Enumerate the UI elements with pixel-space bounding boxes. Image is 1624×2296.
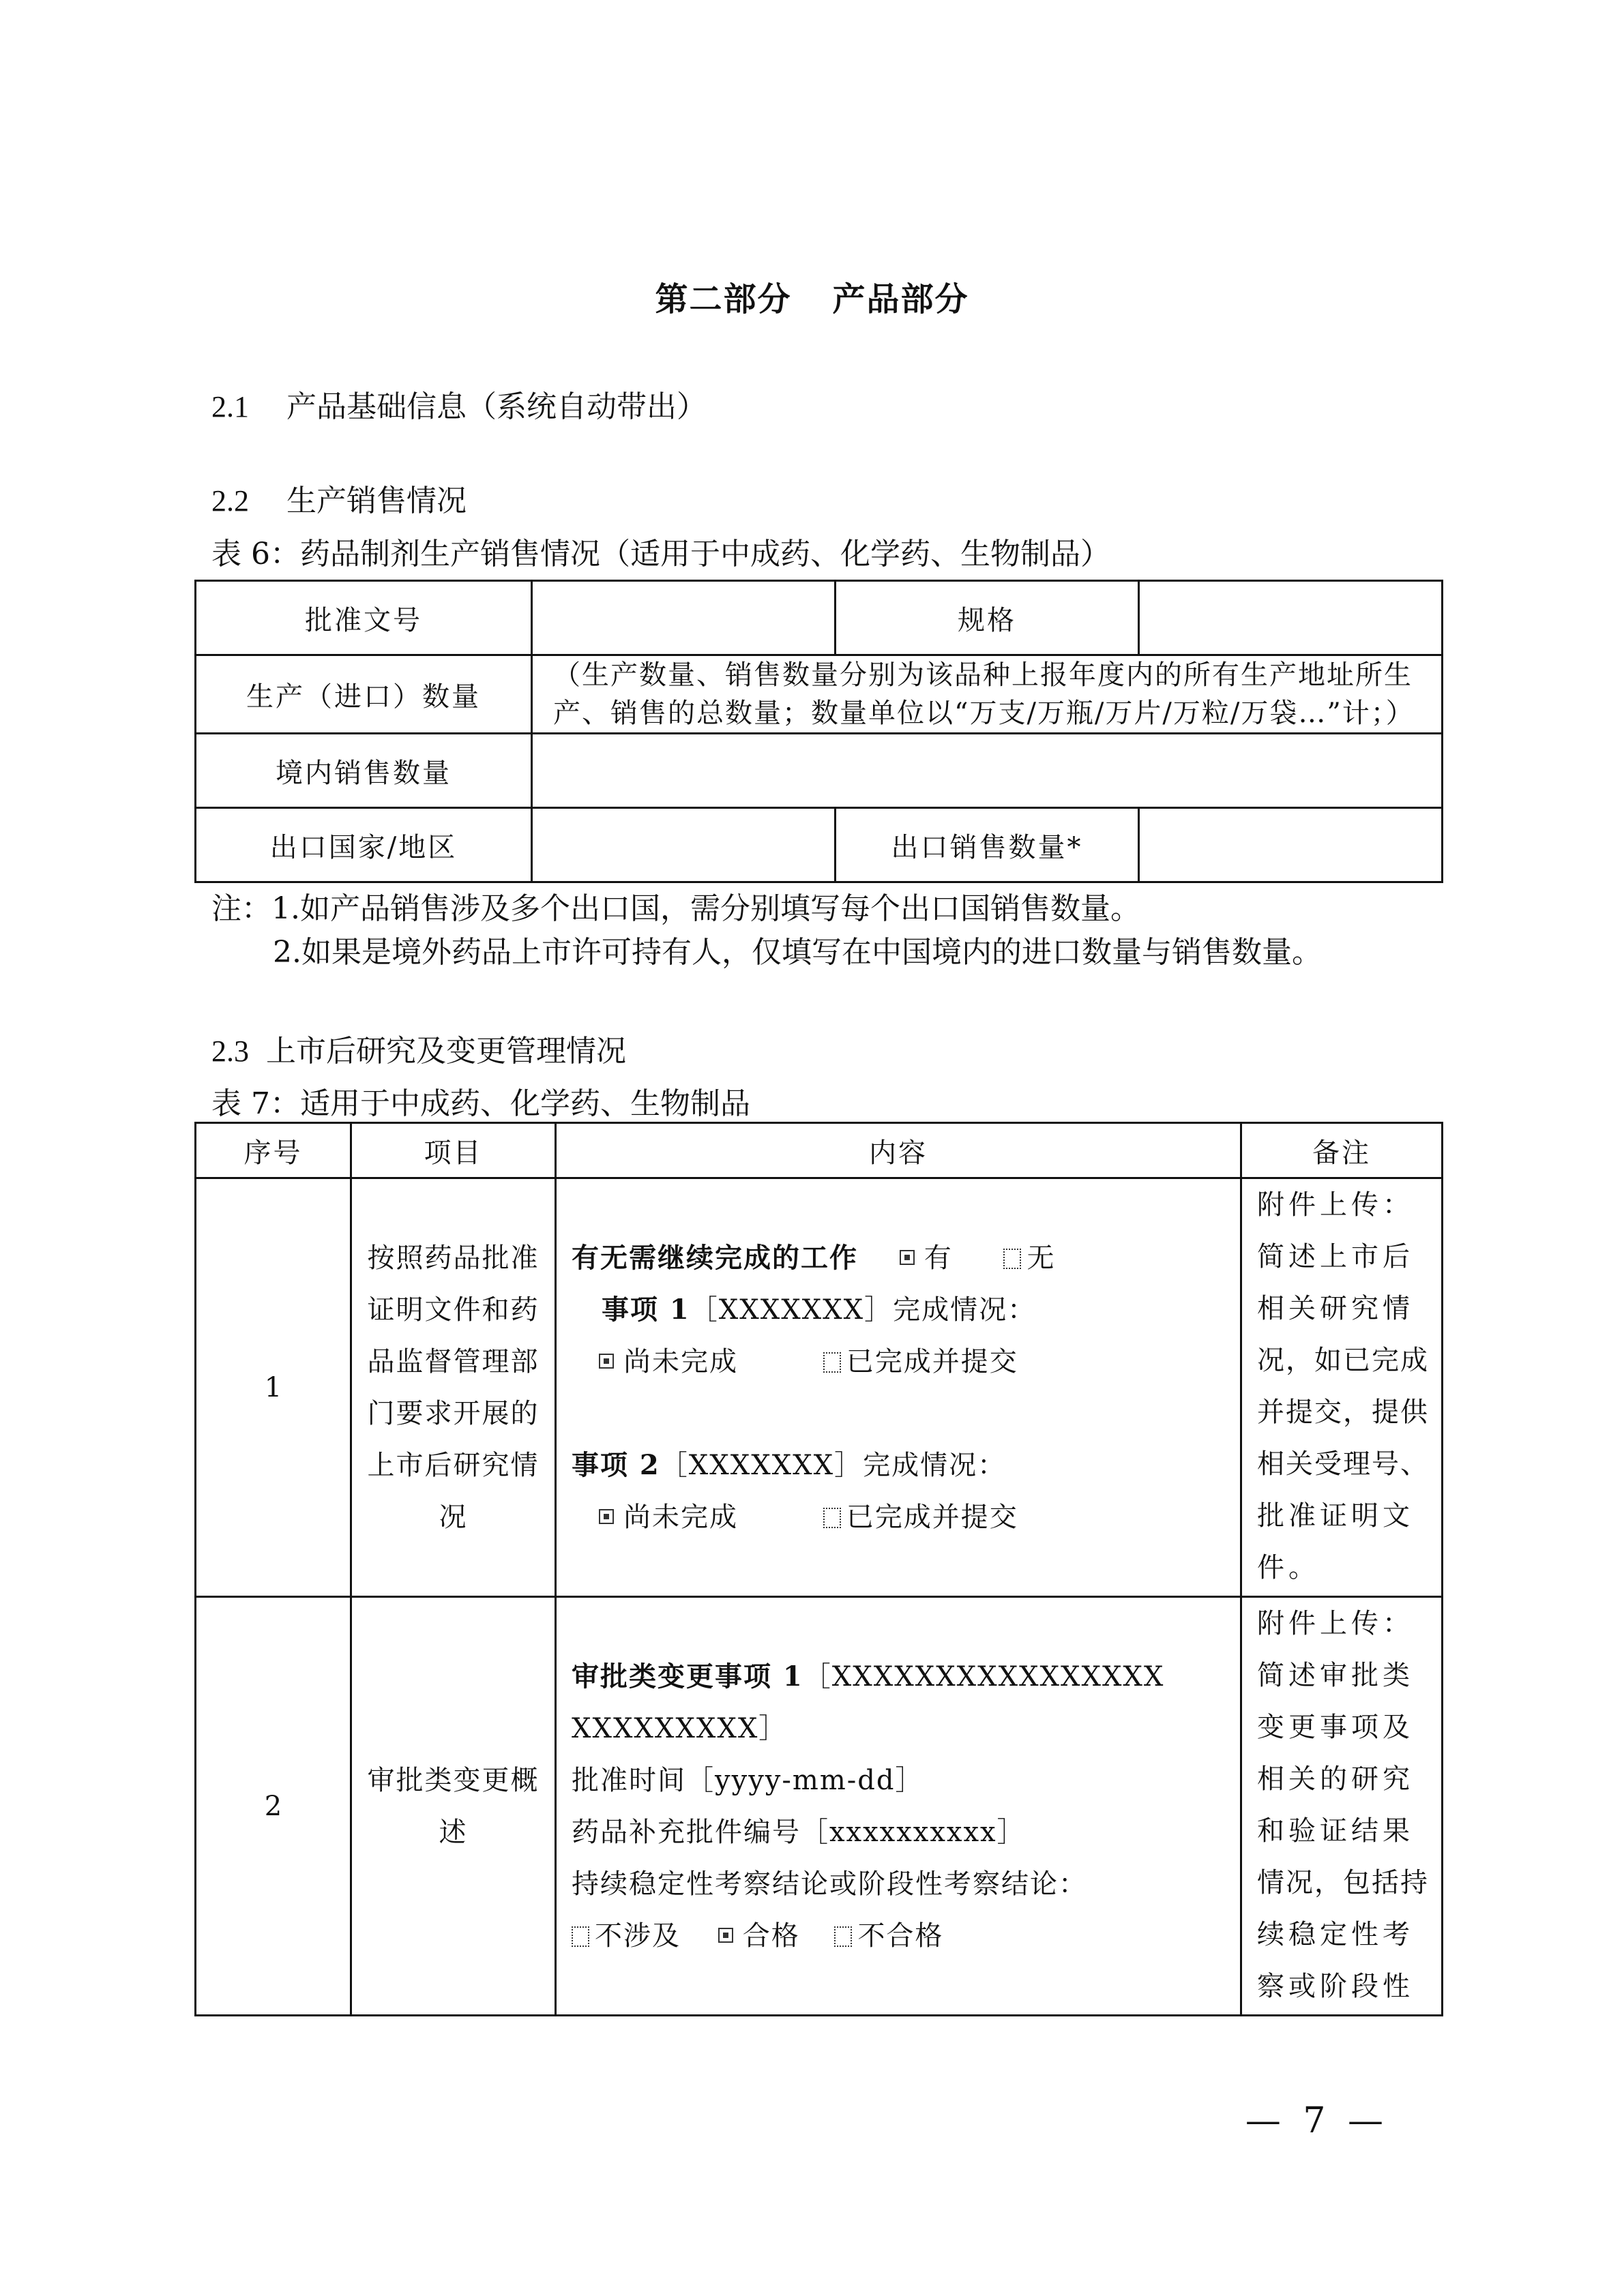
- radio-checked-icon: [718, 1928, 733, 1943]
- row1-content: 有无需继续完成的工作 有 无 事项 1［XXXXXXX］完成情况： 尚未完成 已完成并提交 事项 2［XXXXXXX］完成情况： 尚未完成 已完成并提交: [556, 1178, 1241, 1597]
- option-not-applicable[interactable]: 不涉及: [572, 1910, 681, 1962]
- option-yes[interactable]: 有: [900, 1232, 953, 1284]
- note-line-2: 2.如果是境外药品上市许可持有人，仅填写在中国境内的进口数量与销售数量。: [273, 935, 1322, 970]
- header-item: 项目: [351, 1123, 556, 1178]
- export-country-value[interactable]: [532, 808, 836, 882]
- section-2-3-heading: 2.3 上市后研究及变更管理情况: [211, 1034, 626, 1069]
- row2-seq: 2: [196, 1597, 351, 2016]
- section-2-1-heading: 2.1 产品基础信息（系统自动带出）: [211, 389, 707, 424]
- row1-item: 按照药品批准 证明文件和药 品监督管理部 门要求开展的 上市后研究情 况: [351, 1178, 556, 1597]
- table7-caption: 表 7：适用于中成药、化学药、生物制品: [211, 1086, 750, 1121]
- table6-caption: 表 6：药品制剂生产销售情况（适用于中成药、化学药、生物制品）: [211, 537, 1110, 571]
- section-2-2-heading: 2.2 生产销售情况: [211, 483, 467, 518]
- approval-number-label: 批准文号: [196, 581, 532, 655]
- export-sales-label: 出口销售数量*: [836, 808, 1139, 882]
- radio-checked-icon: [900, 1250, 915, 1265]
- checkbox-icon: [1003, 1249, 1021, 1269]
- spec-value[interactable]: [1139, 581, 1443, 655]
- production-quantity-desc[interactable]: （生产数量、销售数量分别为该品种上报年度内的所有生产地址所生 产、销售的总数量；数量单位以“万支/万瓶/万片/万粒/万袋…”计；）: [532, 655, 1443, 734]
- checkbox-icon: [823, 1352, 841, 1373]
- row1-seq: 1: [196, 1178, 351, 1597]
- option-no[interactable]: 无: [1003, 1232, 1055, 1284]
- checkbox-icon: [823, 1508, 841, 1528]
- spec-label: 规格: [836, 581, 1139, 655]
- export-country-label: 出口国家/地区: [196, 808, 532, 882]
- item1-not-done-option[interactable]: 尚未完成: [599, 1336, 738, 1388]
- header-content: 内容: [556, 1123, 1241, 1178]
- note-line-1: 注：1.如产品销售涉及多个出口国，需分别填写每个出口国销售数量。: [211, 891, 1140, 926]
- radio-checked-icon: [599, 1354, 614, 1369]
- checkbox-icon: [572, 1926, 589, 1947]
- row2-remark: 附件上传： 简述审批类 变更事项及 相关的研究 和验证结果 情况，包括持 续稳定性考 察或阶段性: [1241, 1597, 1443, 2016]
- approval-date[interactable]: 批准时间［yyyy-mm-dd］: [572, 1764, 924, 1796]
- row2-item: 审批类变更概 述: [351, 1597, 556, 2016]
- row1-remark: 附件上传： 简述上市后 相关研究情 况，如已完成 并提交，提供 相关受理号、 批准证明文 件。: [1241, 1178, 1443, 1597]
- table6: [194, 580, 1443, 883]
- domestic-sales-value[interactable]: [532, 734, 1443, 808]
- checkbox-icon: [834, 1926, 852, 1947]
- export-sales-value[interactable]: [1139, 808, 1443, 882]
- option-fail[interactable]: 不合格: [834, 1910, 943, 1962]
- supplement-number[interactable]: 药品补充批件编号［xxxxxxxxxx］: [572, 1816, 1026, 1848]
- item2-done-option[interactable]: 已完成并提交: [823, 1491, 1018, 1543]
- part-title: 第二部分 产品部分: [655, 280, 969, 318]
- production-quantity-label: 生产（进口）数量: [196, 655, 532, 734]
- row2-content: 审批类变更事项 1［XXXXXXXXXXXXXXXX XXXXXXXXX］ 批准时间［yyyy-mm-dd］ 药品补充批件编号［xxxxxxxxxx］ 持续稳定性考察结论或阶段性考察结论： 不涉及 合格 不合格: [556, 1597, 1241, 2016]
- approval-number-value[interactable]: [532, 581, 836, 655]
- item2-not-done-option[interactable]: 尚未完成: [599, 1491, 738, 1543]
- item1-done-option[interactable]: 已完成并提交: [823, 1336, 1018, 1388]
- option-pass[interactable]: 合格: [718, 1910, 800, 1962]
- table7: [194, 1122, 1443, 2016]
- header-remark: 备注: [1241, 1123, 1443, 1178]
- radio-checked-icon: [599, 1509, 614, 1524]
- domestic-sales-label: 境内销售数量: [196, 734, 532, 808]
- page-number: — 7 —: [1245, 2100, 1389, 2141]
- header-seq: 序号: [196, 1123, 351, 1178]
